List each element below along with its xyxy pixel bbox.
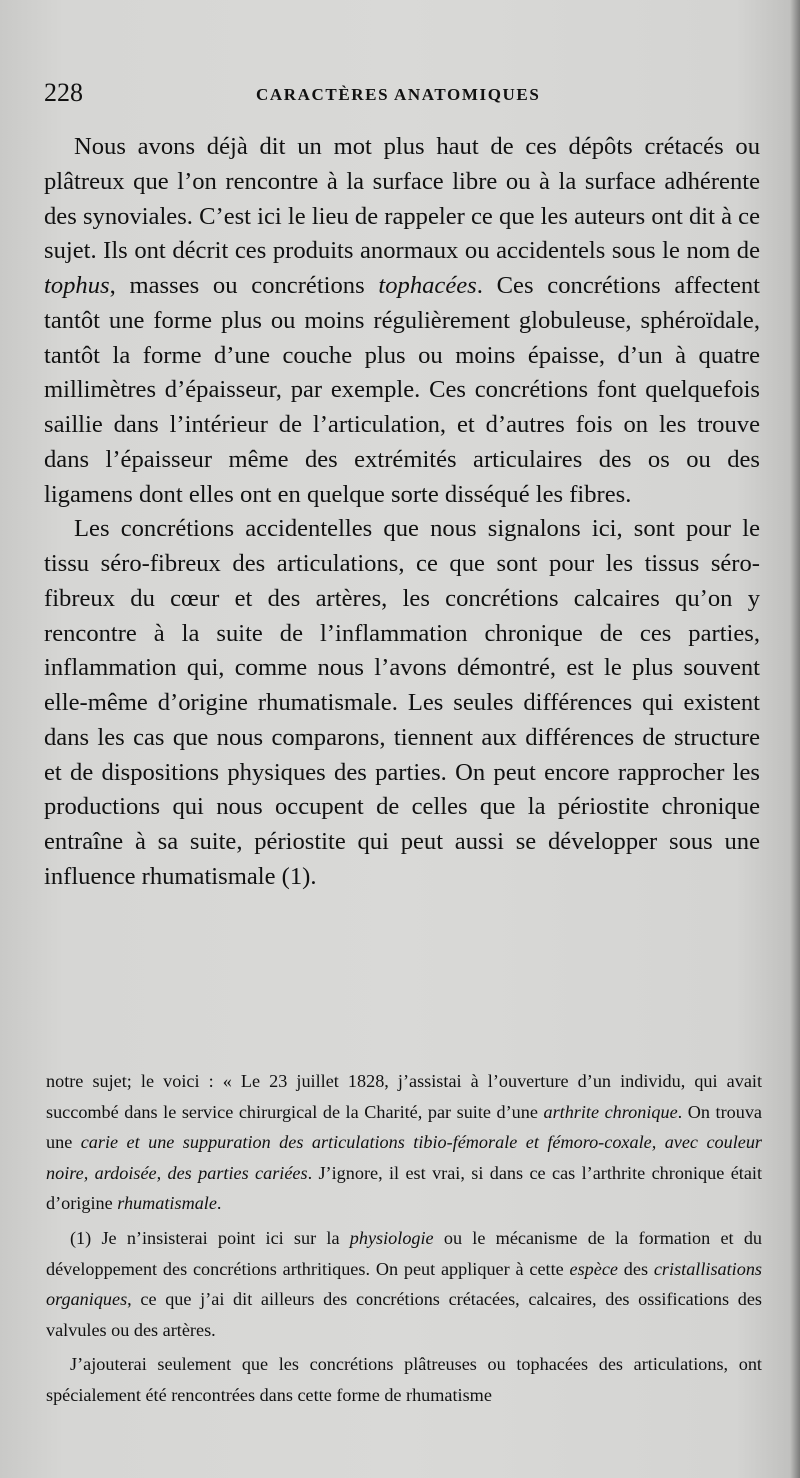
page-header xyxy=(44,78,764,112)
term-tophus: tophus xyxy=(44,272,110,299)
footnote-continued-text-a: notre sujet; le voici : « Le 23 juillet 1828, j’assistai à l’ouverture d’un individu, qui avait succombé dans le service chirurgical de la Charité, par suite d’une xyxy=(46,1071,762,1122)
footnote-continued-text-e: . J’ignore, il est vrai, si dans ce cas l’arthrite chronique était d’origine xyxy=(46,1162,762,1214)
paragraph-1-text-e: . Ces concrétions affectent tantôt une forme plus ou moins régulièrement globuleuse, sphéroïdale, tantôt la forme d’une couche plus ou moins épaisse, d’un à quatre millimètres d’épaisseur, par exemple. Ces concrétions font quelquefois saillie dans l’intérieur de l’articulation, et d’autres fois on les trouve dans l’épaisseur même des extrémités articulaires des os ou des ligamens dont elles ont en quelque sorte disséqué les fibres. xyxy=(44,272,760,508)
term-espece: espèce xyxy=(569,1258,618,1279)
footnote-continued xyxy=(46,1066,762,1219)
footnote-1-text-e: des xyxy=(617,1258,654,1279)
term-rhumatismale: rhumatismale xyxy=(117,1193,217,1214)
footnote-1 xyxy=(46,1223,762,1345)
term-carie-suppuration: carie et une suppuration des articulations tibio-fémorale et fémoro-coxale, avec couleur noire, ardoisée, des parties cariées xyxy=(46,1132,763,1183)
footnotes xyxy=(46,1066,762,1411)
term-arthrite-chronique: arthrite chronique xyxy=(543,1101,678,1122)
main-text xyxy=(44,130,760,895)
paragraph-1-text-c: , masses ou concrétions xyxy=(109,272,379,299)
footnote-continued-text-c: . On trouva une xyxy=(46,1101,762,1153)
footnote-1-text-a: (1) Je n’insisterai point ici sur la xyxy=(70,1227,350,1248)
paragraph-1-text-a: Nous avons déjà dit un mot plus haut de ces dépôts crétacés ou plâtreux que l’on rencontre à la surface libre ou à la surface adhérente des synoviales. C’est ici le lieu de rappeler ce que les auteurs ont dit à ce sujet. Ils ont décrit ces produits anormaux ou accidentels sous le nom de xyxy=(44,133,760,265)
term-physiologie: physiologie xyxy=(349,1227,434,1248)
footnote-continued-text-g: . xyxy=(216,1193,222,1214)
paragraph-2: Les concrétions accidentelles que nous signalons ici, sont pour le tissu séro-fibreux des articulations, ce que sont pour les tissus séro-fibreux du cœur et des artères, les concrétions calcaires qu’on y rencontre à la suite de l’inflammation chronique de ces parties, inflammation qui, comme nous l’avons démontré, est le plus souvent elle-même d’origine rhumatismale. Les seules différences qui existent dans les cas que nous comparons, tiennent aux différences de structure et de dispositions physiques des parties. On peut encore rapprocher les productions qui nous occupent de celles que la périostite chronique entraîne à sa suite, périostite qui peut aussi se développer sous une influence rhumatismale (1). xyxy=(44,515,760,890)
footnote-1-continuation: J’ajouterai seulement que les concrétions plâtreuses ou tophacées des articulations, ont spécialement été rencontrées dans cette forme de rhumatisme xyxy=(46,1354,762,1405)
paragraph-1 xyxy=(44,130,760,512)
footnote-1-text-g: , ce que j’ai dit ailleurs des concrétions crétacées, calcaires, des ossifications des valvules ou des artères. xyxy=(46,1289,762,1340)
page-spine-shadow xyxy=(790,0,800,1478)
running-head: CARACTÈRES ANATOMIQUES xyxy=(256,85,541,104)
term-cristallisations-organiques: cristallisations organiques xyxy=(46,1258,762,1310)
footnote-1-text-c: ou le mécanisme de la formation et du développement des concrétions arthritiques. On peut appliquer à cette xyxy=(46,1227,763,1279)
page-number: 228 xyxy=(44,78,83,107)
term-tophacees: tophacées xyxy=(378,272,477,299)
